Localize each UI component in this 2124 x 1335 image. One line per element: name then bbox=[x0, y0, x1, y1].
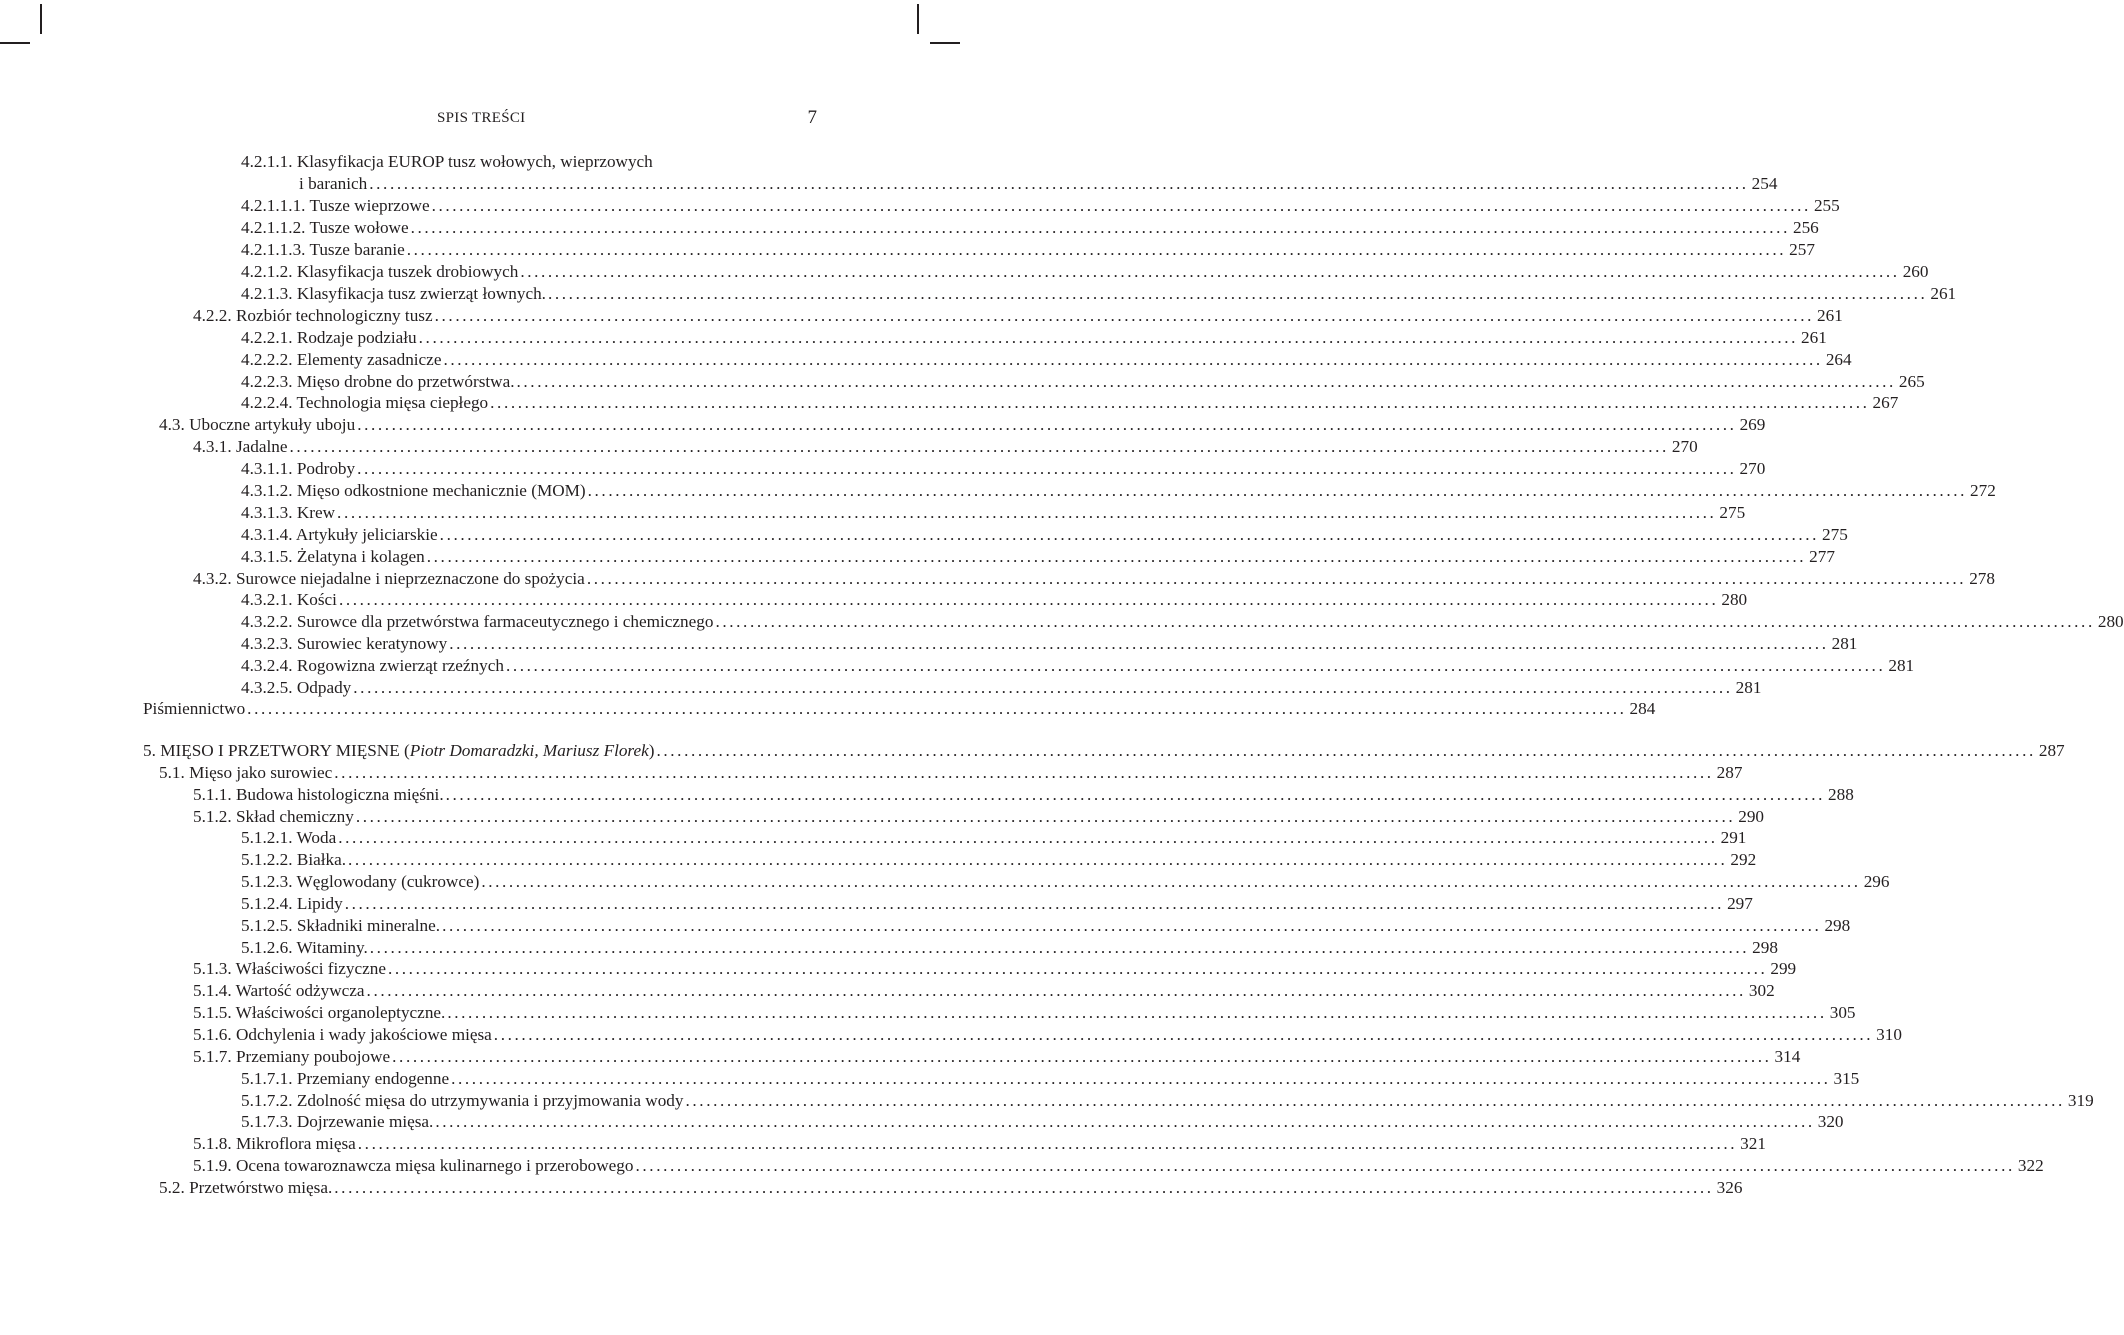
toc-entry bbox=[241, 1090, 2094, 1112]
toc-entry-page: 254 bbox=[1751, 174, 1778, 193]
toc-entry bbox=[159, 1177, 1743, 1199]
toc-entry bbox=[193, 1046, 1801, 1068]
toc-leader-dots: ........................................................................................................................................................................................................ bbox=[410, 218, 1790, 237]
toc-entry bbox=[193, 806, 1765, 828]
toc-leader-dots: ........................................................................................................................................................................................................ bbox=[366, 981, 1746, 1000]
toc-entry-page: 284 bbox=[1629, 699, 1656, 718]
toc-entry-label: 4.2.1.1.2. Tusze wołowe bbox=[241, 218, 409, 237]
toc-entry-page: 280 bbox=[2097, 612, 2124, 631]
toc-leader-dots: ........................................................................................................................................................................................................ bbox=[357, 415, 1737, 434]
toc-leader-dots: ........................................................................................................................................................................................................ bbox=[355, 807, 1736, 826]
toc-entry-label: 4.3.2.5. Odpady bbox=[241, 678, 352, 697]
toc-leader-dots: ........................................................................................................................................................................................................ bbox=[392, 1047, 1772, 1066]
toc-entry-label: 5.1. Mięso jako surowiec bbox=[159, 763, 333, 782]
toc-entry bbox=[241, 893, 1753, 915]
toc-leader-dots: ........................................................................................................................................................................................................ bbox=[715, 612, 2095, 631]
toc-leader-dots: ........................................................................................................................................................................................................ bbox=[334, 1178, 1714, 1197]
toc-entry-page: 292 bbox=[1730, 850, 1757, 869]
toc-leader-dots: ........................................................................................................................................................................................................ bbox=[481, 872, 1861, 891]
toc-entry-page: 264 bbox=[1825, 350, 1852, 369]
toc-entry-page: 255 bbox=[1813, 196, 1840, 215]
running-header-title: SPIS TREŚCI bbox=[437, 110, 526, 126]
chapter-authors: Piotr Domaradzki, Mariusz Florek bbox=[409, 741, 649, 760]
toc-entry-page: 297 bbox=[1727, 894, 1753, 913]
toc-leader-dots: ........................................................................................................................................................................................................ bbox=[435, 1112, 1815, 1131]
toc-entry-page: 270 bbox=[1739, 459, 1766, 478]
toc-entry-label: 4.3.1.4. Artykuły jeliciarskie bbox=[241, 525, 438, 544]
toc-entry-label: 5.1.2.2. Białka. bbox=[241, 850, 347, 869]
toc-entry-label: 4.3.2.4. Rogowizna zwierząt rzeźnych bbox=[241, 656, 504, 675]
toc-entry-page: 320 bbox=[1817, 1112, 1844, 1131]
toc-leader-dots: ........................................................................................................................................................................................................ bbox=[344, 894, 1725, 913]
toc-entry-label: 4.2.1.1. Klasyfikacja EUROP tusz wołowych, wieprzowych bbox=[241, 152, 653, 171]
toc-entry bbox=[241, 151, 653, 173]
toc-entry bbox=[299, 173, 1778, 195]
toc-entry-page: 315 bbox=[1833, 1069, 1860, 1088]
toc-entry-page: 269 bbox=[1739, 415, 1766, 434]
toc-leader-dots: ........................................................................................................................................................................................................ bbox=[338, 828, 1718, 847]
toc-leader-dots: ........................................................................................................................................................................................................ bbox=[442, 916, 1822, 935]
toc-leader-dots: ........................................................................................................................................................................................................ bbox=[505, 656, 1886, 675]
toc-leader-dots: ........................................................................................................................................................................................................ bbox=[338, 590, 1719, 609]
toc-entry-page: 261 bbox=[1930, 284, 1957, 303]
toc-entry bbox=[193, 1155, 2044, 1177]
toc-entry-page: 261 bbox=[1817, 306, 1843, 325]
toc-entry-label: 4.2.2. Rozbiór technologiczny tusz bbox=[193, 306, 433, 325]
toc-leader-dots: ........................................................................................................................................................................................................ bbox=[656, 741, 2036, 760]
toc-entry bbox=[193, 436, 1698, 458]
toc-leader-dots: ........................................................................................................................................................................................................ bbox=[406, 240, 1787, 259]
toc-leader-dots: ........................................................................................................................................................................................................ bbox=[587, 481, 1968, 500]
toc-entry bbox=[241, 633, 1858, 655]
toc-leader-dots: ........................................................................................................................................................................................................ bbox=[431, 196, 1811, 215]
chapter-title-close: ) bbox=[648, 741, 655, 760]
toc-entry-page: 280 bbox=[1721, 590, 1748, 609]
toc-entry-label: 5.1.4. Wartość odżywcza bbox=[193, 981, 365, 1000]
toc-leader-dots: ........................................................................................................................................................................................................ bbox=[439, 525, 1820, 544]
toc-entry bbox=[241, 849, 1757, 871]
toc-entry-page: 314 bbox=[1774, 1047, 1801, 1066]
toc-entry-label: 5.1.7.3. Dojrzewanie mięsa. bbox=[241, 1112, 434, 1131]
toc-entry-label: 4.3.2. Surowce niejadalne i nieprzeznaczone do spożycia bbox=[193, 569, 585, 588]
toc-entry bbox=[241, 392, 1899, 414]
toc-entry bbox=[241, 827, 1747, 849]
toc-entry-label: 4.2.1.2. Klasyfikacja tuszek drobiowych bbox=[241, 262, 519, 281]
toc-entry-label: 5.1.5. Właściwości organoleptyczne. bbox=[193, 1003, 446, 1022]
toc-leader-dots: ........................................................................................................................................................................................................ bbox=[451, 1069, 1831, 1088]
toc-entry bbox=[159, 414, 1766, 436]
toc-entry-label: i baranich bbox=[299, 174, 368, 193]
toc-entry-page: 267 bbox=[1872, 393, 1899, 412]
toc-entry-label: 4.2.2.3. Mięso drobne do przetwórstwa. bbox=[241, 372, 515, 391]
toc-entry-label: 5.2. Przetwórstwo mięsa. bbox=[159, 1178, 333, 1197]
toc-entry-page: 287 bbox=[2038, 741, 2065, 760]
toc-entry-page: 326 bbox=[1716, 1178, 1743, 1197]
toc-entry-label: 5.1.2. Skład chemiczny bbox=[193, 807, 354, 826]
toc-entry bbox=[241, 1068, 1860, 1090]
toc-entry-label: 5.1.6. Odchylenia i wady jakościowe mięsa bbox=[193, 1025, 492, 1044]
toc-entry-label: Piśmiennictwo bbox=[143, 699, 246, 718]
toc-entry-label: 4.3.2.1. Kości bbox=[241, 590, 337, 609]
toc-leader-dots: ........................................................................................................................................................................................................ bbox=[434, 306, 1814, 325]
toc-entry-page: 265 bbox=[1898, 372, 1925, 391]
toc-entry-page: 298 bbox=[1824, 916, 1851, 935]
toc-entry-page: 322 bbox=[2017, 1156, 2044, 1175]
toc-entry bbox=[241, 239, 1815, 261]
toc-leader-dots: ........................................................................................................................................................................................................ bbox=[348, 850, 1728, 869]
toc-leader-dots: ........................................................................................................................................................................................................ bbox=[445, 785, 1825, 804]
toc-entry bbox=[193, 1133, 1766, 1155]
toc-entry-page: 270 bbox=[1671, 437, 1698, 456]
toc-entry-page: 305 bbox=[1829, 1003, 1856, 1022]
toc-entry-page: 275 bbox=[1822, 525, 1848, 544]
toc-entry-label: 4.3.1. Jadalne bbox=[193, 437, 288, 456]
toc-entry-page: 296 bbox=[1863, 872, 1890, 891]
toc-entry bbox=[241, 546, 1835, 568]
toc-entry-label: 5.1.7.1. Przemiany endogenne bbox=[241, 1069, 450, 1088]
toc-entry-label: 4.3.2.2. Surowce dla przetwórstwa farmaceutycznego i chemicznego bbox=[241, 612, 714, 631]
toc-leader-dots: ........................................................................................................................................................................................................ bbox=[387, 959, 1768, 978]
toc-entry bbox=[241, 371, 1925, 393]
toc-leader-dots: ........................................................................................................................................................................................................ bbox=[447, 1003, 1827, 1022]
toc-entry-page: 261 bbox=[1801, 328, 1827, 347]
toc-entry bbox=[241, 915, 1851, 937]
toc-entry bbox=[241, 502, 1746, 524]
toc-entry bbox=[241, 261, 1929, 283]
toc-leader-dots: ........................................................................................................................................................................................................ bbox=[490, 393, 1870, 412]
toc-entry-page: 310 bbox=[1876, 1025, 1902, 1044]
toc-entry bbox=[241, 871, 1890, 893]
toc-leader-dots: ........................................................................................................................................................................................................ bbox=[449, 634, 1829, 653]
toc-leader-dots: ........................................................................................................................................................................................................ bbox=[520, 262, 1900, 281]
toc-entry-label: 4.2.1.1.1. Tusze wieprzowe bbox=[241, 196, 430, 215]
toc-entry-label: 4.2.1.3. Klasyfikacja tusz zwierząt łownych. bbox=[241, 284, 546, 303]
crop-mark-top-right-h bbox=[930, 42, 960, 44]
crop-mark-top-right bbox=[917, 4, 919, 34]
toc-leader-dots: ........................................................................................................................................................................................................ bbox=[337, 503, 1717, 522]
toc-entry-label: 5.1.7.2. Zdolność mięsa do utrzymywania i przyjmowania wody bbox=[241, 1091, 684, 1110]
toc-entry-page: 302 bbox=[1748, 981, 1775, 1000]
toc-entry-label: 5.1.2.6. Witaminy. bbox=[241, 938, 368, 957]
toc-entry-label: 5.1.3. Właściwości fizyczne bbox=[193, 959, 386, 978]
toc-entry-label: 5.1.2.5. Składniki mineralne. bbox=[241, 916, 441, 935]
toc-entry-label: 4.3.1.2. Mięso odkostnione mechanicznie (MOM) bbox=[241, 481, 586, 500]
toc-entry-label: 5.1.2.4. Lipidy bbox=[241, 894, 343, 913]
chapter-title: 5. MIĘSO I PRZETWORY MIĘSNE ( bbox=[143, 741, 410, 760]
toc-entry-label: 4.2.2.2. Elementy zasadnicze bbox=[241, 350, 442, 369]
toc-entry-label: 5.1.7. Przemiany poubojowe bbox=[193, 1047, 391, 1066]
toc-entry-page: 291 bbox=[1720, 828, 1747, 847]
toc-entry-label: 4.2.2.1. Rodzaje podziału bbox=[241, 328, 417, 347]
toc-entry bbox=[241, 480, 1996, 502]
toc-entry-label: 4.3.1.1. Podroby bbox=[241, 459, 356, 478]
toc-entry-label: 4.2.1.1.3. Tusze baranie bbox=[241, 240, 405, 259]
toc-entry-page: 298 bbox=[1752, 938, 1778, 957]
toc-leader-dots: ........................................................................................................................................................................................................ bbox=[493, 1025, 1874, 1044]
toc-entry bbox=[193, 305, 1843, 327]
toc-entry-page: 288 bbox=[1828, 785, 1854, 804]
toc-leader-dots: ........................................................................................................................................................................................................ bbox=[586, 569, 1967, 588]
toc-leader-dots: ........................................................................................................................................................................................................ bbox=[247, 699, 1627, 718]
toc-leader-dots: ........................................................................................................................................................................................................ bbox=[685, 1091, 2065, 1110]
page-number: 7 bbox=[807, 107, 817, 128]
toc-entry-page: 287 bbox=[1716, 763, 1743, 782]
toc-entry-page: 299 bbox=[1770, 959, 1797, 978]
toc-entry bbox=[193, 958, 1797, 980]
toc-entry bbox=[241, 589, 1748, 611]
toc-entry-label: 5.1.2.3. Węglowodany (cukrowce) bbox=[241, 872, 480, 891]
toc-chapter-entry bbox=[143, 740, 2065, 762]
toc-leader-dots: ........................................................................................................................................................................................................ bbox=[369, 938, 1750, 957]
toc-entry bbox=[193, 568, 1995, 590]
toc-leader-dots: ........................................................................................................................................................................................................ bbox=[334, 763, 1714, 782]
toc-entry-label: 5.1.8. Mikroflora mięsa bbox=[193, 1134, 356, 1153]
toc-leader-dots: ........................................................................................................................................................................................................ bbox=[353, 678, 1733, 697]
toc-entry-page: 256 bbox=[1792, 218, 1819, 237]
toc-entry-page: 275 bbox=[1719, 503, 1746, 522]
toc-entry bbox=[193, 1002, 1856, 1024]
toc-leader-dots: ........................................................................................................................................................................................................ bbox=[443, 350, 1823, 369]
toc-leader-dots: ........................................................................................................................................................................................................ bbox=[516, 372, 1896, 391]
toc-entry-page: 290 bbox=[1738, 807, 1765, 826]
toc-entry bbox=[159, 762, 1743, 784]
toc-entry bbox=[241, 283, 1957, 305]
toc-leader-dots: ........................................................................................................................................................................................................ bbox=[369, 174, 1749, 193]
toc-entry-page: 281 bbox=[1831, 634, 1858, 653]
toc-leader-dots: ........................................................................................................................................................................................................ bbox=[426, 547, 1807, 566]
toc-entry-label: 4.3. Uboczne artykuły uboju bbox=[159, 415, 356, 434]
toc-entry bbox=[241, 327, 1827, 349]
toc-entry bbox=[241, 217, 1819, 239]
toc-entry bbox=[241, 458, 1766, 480]
toc-entry bbox=[241, 195, 1840, 217]
toc-entry bbox=[241, 655, 1915, 677]
toc-entry-label: 5.1.1. Budowa histologiczna mięśni. bbox=[193, 785, 444, 804]
toc-entry bbox=[241, 611, 2124, 633]
toc-entry bbox=[241, 1111, 1844, 1133]
toc-entry-page: 281 bbox=[1888, 656, 1915, 675]
toc-entry-label: 5.1.9. Ocena towaroznawcza mięsa kulinarnego i przerobowego bbox=[193, 1156, 634, 1175]
crop-mark-top-left bbox=[40, 4, 42, 34]
toc-entry bbox=[193, 784, 1854, 806]
toc-leader-dots: ........................................................................................................................................................................................................ bbox=[547, 284, 1928, 303]
toc-entry bbox=[241, 524, 1848, 546]
toc-leader-dots: ........................................................................................................................................................................................................ bbox=[418, 328, 1799, 347]
toc-entry-page: 277 bbox=[1809, 547, 1835, 566]
toc-leader-dots: ........................................................................................................................................................................................................ bbox=[357, 1134, 1738, 1153]
toc-entry bbox=[241, 937, 1778, 959]
toc-entry-page: 257 bbox=[1789, 240, 1815, 259]
toc-entry bbox=[241, 349, 1852, 371]
toc-entry-page: 278 bbox=[1969, 569, 1995, 588]
toc-entry-label: 5.1.2.1. Woda bbox=[241, 828, 337, 847]
toc-entry-page: 260 bbox=[1902, 262, 1929, 281]
toc-entry bbox=[143, 698, 1656, 720]
toc-entry-label: 4.2.2.4. Technologia mięsa ciepłego bbox=[241, 393, 489, 412]
toc-leader-dots: ........................................................................................................................................................................................................ bbox=[635, 1156, 2015, 1175]
toc-entry-label: 4.3.1.3. Krew bbox=[241, 503, 336, 522]
toc-entry bbox=[193, 1024, 1902, 1046]
toc-entry-label: 4.3.2.3. Surowiec keratynowy bbox=[241, 634, 448, 653]
toc-entry bbox=[241, 677, 1762, 699]
toc-entry-page: 319 bbox=[2067, 1091, 2094, 1110]
toc-leader-dots: ........................................................................................................................................................................................................ bbox=[357, 459, 1737, 478]
toc-entry-page: 321 bbox=[1740, 1134, 1766, 1153]
toc-entry-label bbox=[143, 740, 654, 762]
toc-entry-page: 281 bbox=[1735, 678, 1762, 697]
toc-entry bbox=[193, 980, 1775, 1002]
crop-mark-top-left-h bbox=[0, 42, 30, 44]
toc-entry-page: 272 bbox=[1970, 481, 1996, 500]
toc-leader-dots: ........................................................................................................................................................................................................ bbox=[289, 437, 1669, 456]
toc-entry-label: 4.3.1.5. Żelatyna i kolagen bbox=[241, 547, 425, 566]
